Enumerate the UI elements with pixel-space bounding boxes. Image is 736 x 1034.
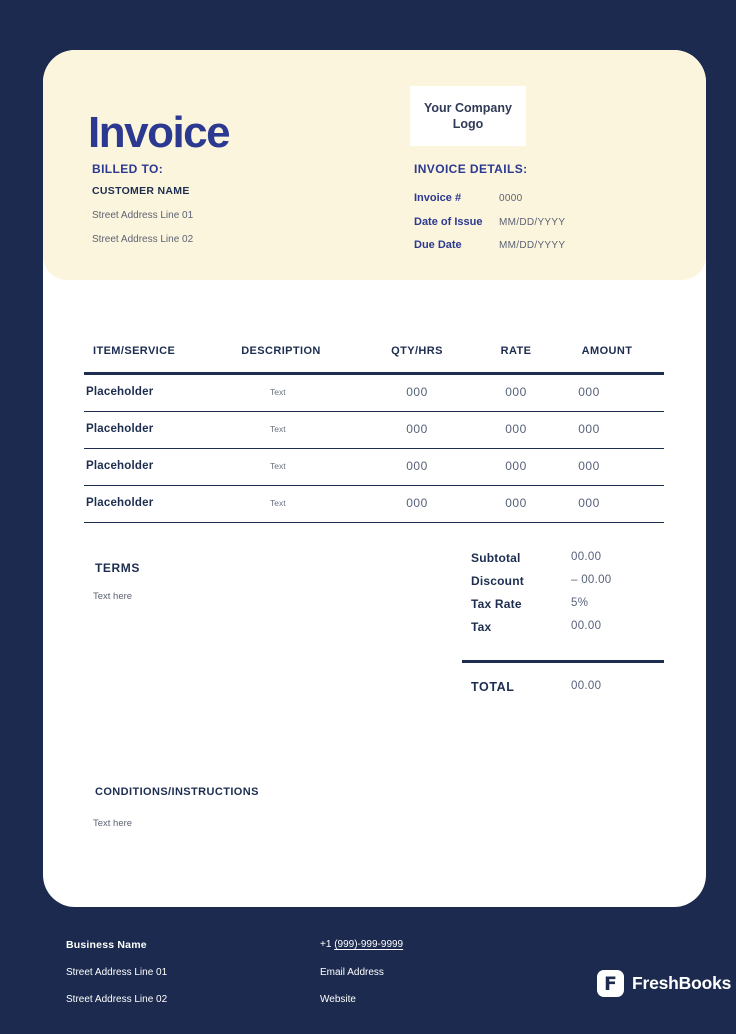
row-item: Placeholder bbox=[86, 386, 154, 398]
conditions-body: Text here bbox=[93, 818, 133, 829]
discount-row bbox=[471, 574, 711, 597]
phone-link[interactable] bbox=[320, 939, 403, 950]
row-description: Text bbox=[270, 387, 286, 397]
table-row bbox=[84, 412, 664, 449]
row-item: Placeholder bbox=[86, 423, 154, 435]
col-header-item-service: ITEM/SERVICE bbox=[93, 345, 176, 357]
invoice-number-value: 0000 bbox=[499, 193, 523, 204]
col-header-rate: RATE bbox=[500, 345, 532, 357]
row-description: Text bbox=[270, 424, 286, 434]
billing-address-line1: Street Address Line 01 bbox=[92, 210, 194, 221]
row-qty: 000 bbox=[406, 385, 428, 399]
total-label: TOTAL bbox=[471, 680, 515, 694]
discount-label: Discount bbox=[471, 574, 524, 588]
row-rate: 000 bbox=[505, 422, 527, 436]
row-qty: 000 bbox=[406, 422, 428, 436]
email-address: Email Address bbox=[320, 967, 384, 978]
freshbooks-icon: F bbox=[597, 970, 624, 997]
col-header-description: DESCRIPTION bbox=[241, 345, 321, 357]
due-date-label: Due Date bbox=[414, 239, 462, 251]
subtotal-label: Subtotal bbox=[471, 551, 521, 565]
row-rate: 000 bbox=[505, 496, 527, 510]
date-of-issue-label: Date of Issue bbox=[414, 216, 483, 228]
business-address-line1: Street Address Line 01 bbox=[66, 967, 168, 978]
col-header-amount: AMOUNT bbox=[581, 345, 633, 357]
invoice-header-band bbox=[43, 50, 706, 280]
row-qty: 000 bbox=[406, 459, 428, 473]
row-item: Placeholder bbox=[86, 497, 154, 509]
phone-number: (999)-999-9999 bbox=[334, 939, 404, 950]
terms-body: Text here bbox=[93, 591, 133, 602]
tax-rate-value: 5% bbox=[571, 597, 589, 609]
invoice-card bbox=[43, 50, 706, 907]
date-of-issue-value: MM/DD/YYYY bbox=[499, 217, 566, 228]
invoice-details-heading: INVOICE DETAILS: bbox=[414, 162, 528, 176]
total-value: 00.00 bbox=[571, 680, 602, 692]
terms-heading: TERMS bbox=[95, 561, 140, 575]
discount-value: – 00.00 bbox=[571, 574, 612, 586]
totals-section bbox=[471, 551, 711, 643]
company-logo-placeholder bbox=[410, 86, 526, 146]
company-logo-text: Your Company Logo bbox=[424, 100, 512, 131]
freshbooks-logo bbox=[597, 970, 731, 997]
row-rate: 000 bbox=[505, 459, 527, 473]
row-description: Text bbox=[270, 461, 286, 471]
website: Website bbox=[320, 994, 356, 1005]
conditions-heading: CONDITIONS/INSTRUCTIONS bbox=[95, 786, 259, 798]
invoice-number-label: Invoice # bbox=[414, 192, 462, 204]
tax-rate-label: Tax Rate bbox=[471, 597, 522, 611]
customer-name: CUSTOMER NAME bbox=[92, 185, 190, 197]
billed-to-heading: BILLED TO: bbox=[92, 162, 164, 176]
table-row bbox=[84, 449, 664, 486]
subtotal-row bbox=[471, 551, 711, 574]
row-item: Placeholder bbox=[86, 460, 154, 472]
row-rate: 000 bbox=[505, 385, 527, 399]
tax-rate-row bbox=[471, 597, 711, 620]
billing-address-line2: Street Address Line 02 bbox=[92, 234, 194, 245]
total-divider-rule bbox=[462, 660, 664, 663]
business-name: Business Name bbox=[66, 939, 147, 951]
subtotal-value: 00.00 bbox=[571, 551, 602, 563]
phone-prefix: +1 bbox=[320, 939, 335, 950]
table-row bbox=[84, 486, 664, 523]
freshbooks-wordmark: FreshBooks bbox=[632, 973, 732, 993]
tax-label: Tax bbox=[471, 620, 492, 634]
row-amount: 000 bbox=[578, 422, 600, 436]
total-row bbox=[471, 680, 711, 694]
invoice-title: Invoice bbox=[88, 108, 230, 157]
due-date-value: MM/DD/YYYY bbox=[499, 240, 566, 251]
tax-row bbox=[471, 620, 711, 643]
row-amount: 000 bbox=[578, 459, 600, 473]
row-description: Text bbox=[270, 498, 286, 508]
row-qty: 000 bbox=[406, 496, 428, 510]
row-amount: 000 bbox=[578, 385, 600, 399]
col-header-qty-hrs: QTY/HRS bbox=[391, 345, 443, 357]
row-amount: 000 bbox=[578, 496, 600, 510]
tax-value: 00.00 bbox=[571, 620, 602, 632]
page-footer bbox=[0, 907, 736, 1034]
business-address-line2: Street Address Line 02 bbox=[66, 994, 168, 1005]
table-row bbox=[84, 375, 664, 412]
